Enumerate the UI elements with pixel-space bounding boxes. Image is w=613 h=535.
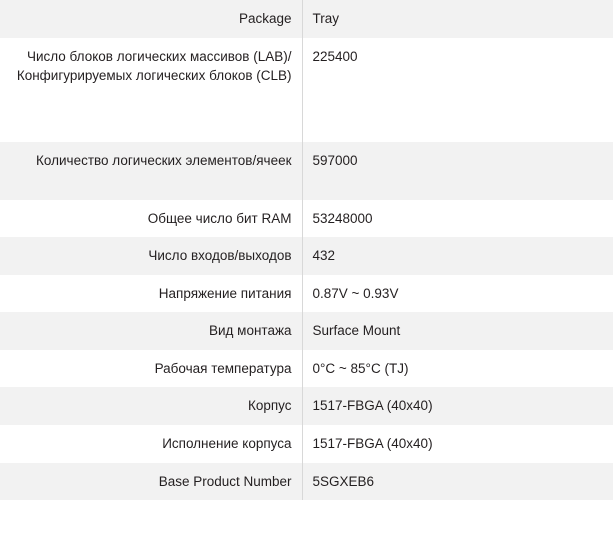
spec-label: Количество логических элементов/ячеек: [0, 142, 302, 200]
spec-value: Surface Mount: [302, 312, 613, 350]
spec-value: 1517-FBGA (40x40): [302, 387, 613, 425]
spec-value: Tray: [302, 0, 613, 38]
spec-value: 0°C ~ 85°C (TJ): [302, 350, 613, 388]
table-row: [0, 142, 613, 200]
table-row: [0, 38, 613, 142]
table-row: [0, 350, 613, 388]
spec-label: Корпус: [0, 387, 302, 425]
table-row: [0, 425, 613, 463]
table-row: [0, 275, 613, 313]
table-row: [0, 463, 613, 501]
spec-value: 432: [302, 237, 613, 275]
spec-label: Исполнение корпуса: [0, 425, 302, 463]
spec-label: Base Product Number: [0, 463, 302, 501]
spec-value: 0.87V ~ 0.93V: [302, 275, 613, 313]
spec-label: Вид монтажа: [0, 312, 302, 350]
table-row: [0, 200, 613, 238]
table-row: [0, 237, 613, 275]
spec-label: Рабочая температура: [0, 350, 302, 388]
spec-value: 225400: [302, 38, 613, 142]
spec-label: Package: [0, 0, 302, 38]
spec-label: Число входов/выходов: [0, 237, 302, 275]
spec-value: 1517-FBGA (40x40): [302, 425, 613, 463]
spec-label: Число блоков логических массивов (LAB)/ Конфигурируемых логических блоков (CLB): [0, 38, 302, 142]
spec-label: Общее число бит RAM: [0, 200, 302, 238]
spec-value: 5SGXEB6: [302, 463, 613, 501]
spec-value: 597000: [302, 142, 613, 200]
table-row: [0, 312, 613, 350]
table-row: [0, 387, 613, 425]
spec-label: Напряжение питания: [0, 275, 302, 313]
spec-value: 53248000: [302, 200, 613, 238]
table-row: [0, 0, 613, 38]
